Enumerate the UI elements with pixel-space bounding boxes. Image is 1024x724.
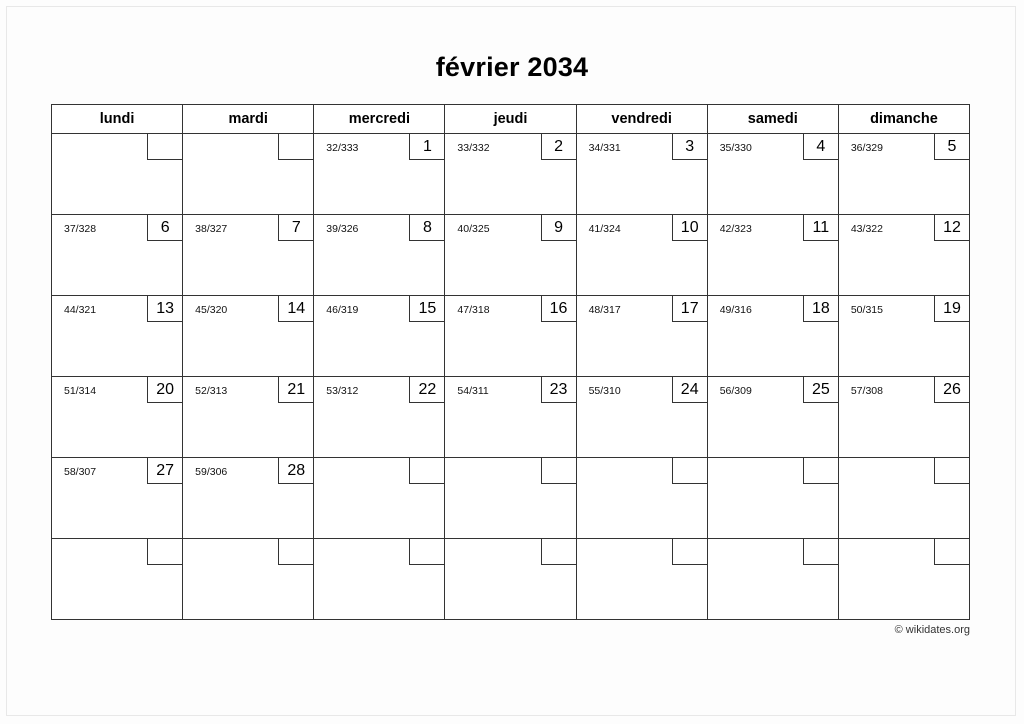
week-day-number-label (445, 539, 457, 565)
calendar-cell[interactable] (838, 296, 969, 377)
week-day-number-label: 59/306 (195, 466, 228, 478)
week-day-number-label: 50/315 (850, 304, 883, 316)
day-number: 15 (409, 296, 444, 322)
calendar-cell[interactable] (52, 215, 183, 296)
calendar-cell[interactable] (707, 215, 838, 296)
day-number (803, 539, 838, 565)
calendar-cell[interactable] (314, 215, 445, 296)
day-number: 7 (278, 215, 313, 241)
weekday-header-jeudi: jeudi (445, 105, 576, 134)
page-title: février 2034 (435, 52, 589, 82)
week-day-number-label: 47/318 (457, 304, 490, 316)
calendar-cell[interactable] (707, 134, 838, 215)
week-day-number-label: 44/321 (64, 304, 97, 316)
calendar-cell[interactable] (445, 377, 576, 458)
day-number: 25 (803, 377, 838, 403)
week-day-number-label (839, 458, 851, 484)
week-day-number-label: 41/324 (588, 223, 621, 235)
week-day-number-label: 43/322 (850, 223, 883, 235)
week-day-number-label: 33/332 (457, 142, 490, 154)
calendar-cell[interactable] (576, 134, 707, 215)
calendar-cell[interactable] (445, 458, 576, 539)
footer-credit: © wikidates.org (894, 624, 970, 636)
calendar-cell[interactable] (445, 539, 576, 620)
week-day-number-label: 40/325 (457, 223, 490, 235)
day-number: 23 (541, 377, 576, 403)
week-day-number-label: 52/313 (195, 385, 228, 397)
week-day-number-label (314, 539, 326, 565)
week-day-number-label (183, 134, 195, 160)
calendar-cell[interactable] (52, 377, 183, 458)
week-day-number-label: 42/323 (719, 223, 752, 235)
calendar-cell[interactable] (183, 377, 314, 458)
weekday-header-samedi: samedi (707, 105, 838, 134)
week-day-number-label: 49/316 (719, 304, 752, 316)
week-day-number-label: 46/319 (326, 304, 359, 316)
calendar-cell[interactable] (314, 458, 445, 539)
weekday-header-vendredi: vendredi (576, 105, 707, 134)
weekday-header-lundi: lundi (52, 105, 183, 134)
calendar-cell[interactable] (838, 134, 969, 215)
calendar-cell[interactable] (183, 215, 314, 296)
week-day-number-label (445, 458, 457, 484)
week-day-number-label: 53/312 (326, 385, 359, 397)
calendar-week-row (52, 377, 970, 458)
day-number: 27 (147, 458, 182, 484)
day-number (147, 134, 182, 160)
calendar-cell[interactable] (52, 458, 183, 539)
day-number: 20 (147, 377, 182, 403)
day-number: 22 (409, 377, 444, 403)
day-number (278, 539, 313, 565)
day-number: 4 (803, 134, 838, 160)
day-number: 1 (409, 134, 444, 160)
day-number: 11 (803, 215, 838, 241)
day-number: 9 (541, 215, 576, 241)
weekday-header-dimanche: dimanche (838, 105, 969, 134)
day-number: 3 (672, 134, 707, 160)
calendar-cell[interactable] (576, 296, 707, 377)
week-day-number-label (708, 539, 720, 565)
day-number (147, 539, 182, 565)
calendar-cell[interactable] (838, 539, 969, 620)
calendar-week-row (52, 296, 970, 377)
week-day-number-label: 57/308 (850, 385, 883, 397)
calendar-cell[interactable] (314, 296, 445, 377)
week-day-number-label: 32/333 (326, 142, 359, 154)
day-number: 13 (147, 296, 182, 322)
week-day-number-label: 39/326 (326, 223, 359, 235)
week-day-number-label (183, 539, 195, 565)
day-number: 6 (147, 215, 182, 241)
calendar-cell[interactable] (707, 539, 838, 620)
calendar-cell[interactable] (52, 134, 183, 215)
calendar-cell[interactable] (183, 458, 314, 539)
day-number: 21 (278, 377, 313, 403)
week-day-number-label (314, 458, 326, 484)
week-day-number-label: 37/328 (64, 223, 97, 235)
calendar-week-row (52, 134, 970, 215)
week-day-number-label (708, 458, 720, 484)
calendar-cell[interactable] (314, 539, 445, 620)
calendar-cell[interactable] (183, 296, 314, 377)
week-day-number-label (52, 539, 64, 565)
weekday-header-row (52, 105, 970, 134)
day-number (934, 458, 969, 484)
day-number: 28 (278, 458, 313, 484)
day-number: 16 (541, 296, 576, 322)
week-day-number-label: 36/329 (850, 142, 883, 154)
day-number (672, 539, 707, 565)
week-day-number-label: 51/314 (64, 385, 97, 397)
week-day-number-label: 34/331 (588, 142, 621, 154)
week-day-number-label (839, 539, 851, 565)
week-day-number-label (52, 134, 64, 160)
calendar-cell[interactable] (445, 215, 576, 296)
week-day-number-label: 45/320 (195, 304, 228, 316)
day-number (934, 539, 969, 565)
day-number: 12 (934, 215, 969, 241)
calendar-week-row (52, 458, 970, 539)
calendar-cell[interactable] (445, 296, 576, 377)
weekday-header-mardi: mardi (183, 105, 314, 134)
day-number: 26 (934, 377, 969, 403)
calendar-cell[interactable] (576, 377, 707, 458)
day-number (803, 458, 838, 484)
day-number (541, 539, 576, 565)
calendar-cell[interactable] (445, 134, 576, 215)
calendar-table (51, 104, 970, 620)
day-number (409, 458, 444, 484)
weekday-header-mercredi: mercredi (314, 105, 445, 134)
day-number: 2 (541, 134, 576, 160)
week-day-number-label: 54/311 (457, 385, 489, 397)
calendar-body (52, 134, 970, 620)
day-number: 17 (672, 296, 707, 322)
calendar-cell[interactable] (707, 377, 838, 458)
day-number: 14 (278, 296, 313, 322)
week-day-number-label: 56/309 (719, 385, 752, 397)
week-day-number-label: 58/307 (64, 466, 97, 478)
day-number: 24 (672, 377, 707, 403)
day-number: 8 (409, 215, 444, 241)
calendar-cell[interactable] (707, 296, 838, 377)
calendar-cell[interactable] (52, 539, 183, 620)
day-number: 19 (934, 296, 969, 322)
day-number: 18 (803, 296, 838, 322)
calendar-cell[interactable] (838, 377, 969, 458)
week-day-number-label (577, 458, 589, 484)
week-day-number-label (577, 539, 589, 565)
calendar-week-row (52, 215, 970, 296)
week-day-number-label: 35/330 (719, 142, 752, 154)
week-day-number-label: 38/327 (195, 223, 228, 235)
day-number (672, 458, 707, 484)
calendar-cell[interactable] (52, 296, 183, 377)
week-day-number-label: 48/317 (588, 304, 621, 316)
calendar-cell[interactable] (576, 539, 707, 620)
day-number (278, 134, 313, 160)
calendar-cell[interactable] (838, 215, 969, 296)
day-number (409, 539, 444, 565)
calendar-cell[interactable] (314, 134, 445, 215)
day-number: 5 (934, 134, 969, 160)
day-number: 10 (672, 215, 707, 241)
calendar-cell[interactable] (314, 377, 445, 458)
calendar-cell[interactable] (183, 539, 314, 620)
calendar-cell[interactable] (707, 458, 838, 539)
calendar-cell[interactable] (576, 458, 707, 539)
calendar-cell[interactable] (838, 458, 969, 539)
calendar-cell[interactable] (183, 134, 314, 215)
calendar-cell[interactable] (576, 215, 707, 296)
week-day-number-label: 55/310 (588, 385, 621, 397)
day-number (541, 458, 576, 484)
calendar-week-row (52, 539, 970, 620)
